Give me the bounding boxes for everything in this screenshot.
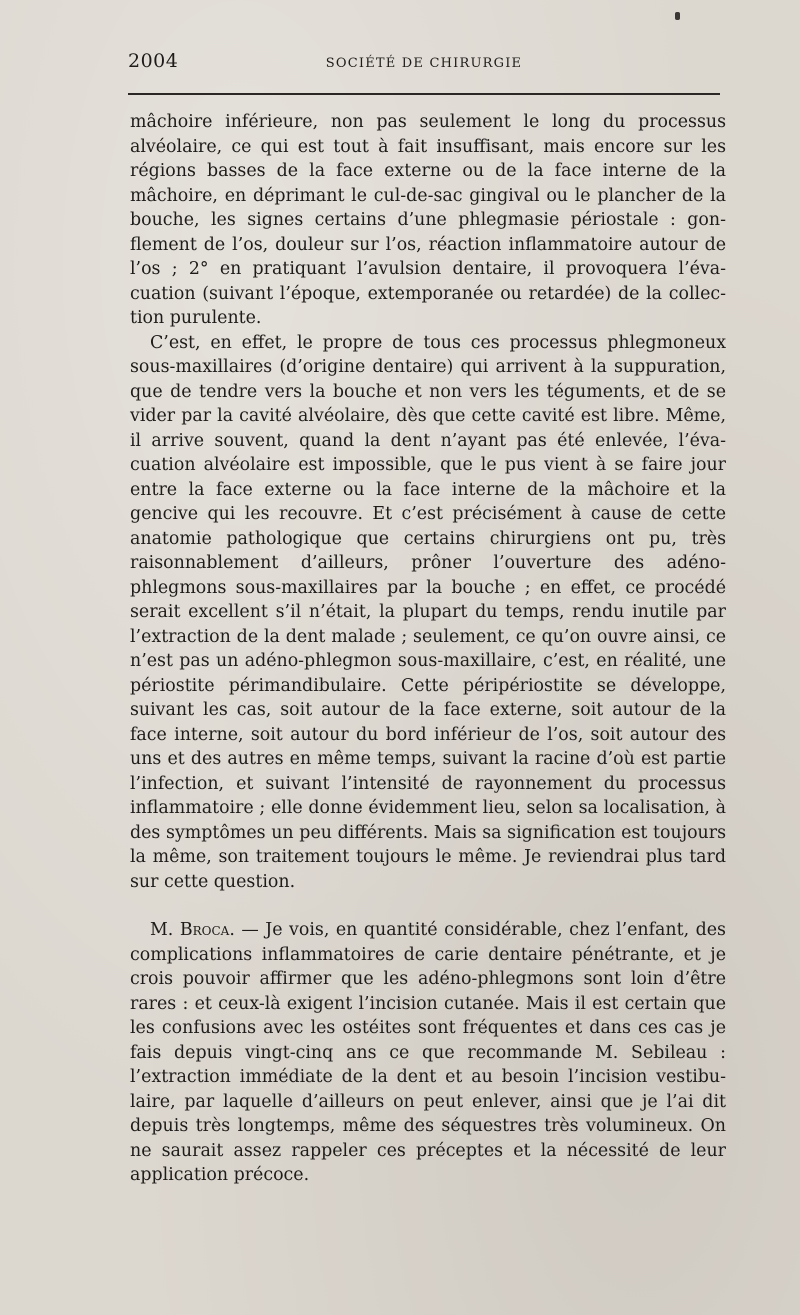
page-header — [128, 50, 720, 78]
paragraph-continuation: mâchoire inférieure, non pas seulement le long du processus alvéolaire, ce qui est tout à fait insuffisant, mais encore sur les régions basses de la face externe ou de la face interne de la mâchoire, en déprimant le cul-de-sac gingival ou le plancher de la bouche, les signes certains d’une phlegmasie périostale : gonflement de l’os, douleur sur l’os, réaction inflammatoire autour de l’os ; 2° en pratiquant l’avulsion dentaire, il provoquera l’évacuation (suivant l’époque, extemporanée ou retardée) de la collection purulente. — [130, 112, 726, 328]
header-rule — [128, 93, 720, 95]
running-title: SOCIÉTÉ DE CHIRURGIE — [325, 56, 523, 71]
speaker-name: M. Broca. — [150, 920, 235, 940]
body-text — [130, 110, 726, 1188]
paragraph-periostitis: C’est, en effet, le propre de tous ces processus phlegmoneux sous-maxillaires (d’origine dentaire) qui arrivent à la suppuration, que de tendre vers la bouche et non vers les téguments, et de se vider par la cavité alvéolaire, dès que cette cavité est libre. Même, il arrive souvent, quand la dent n’ayant pas été enlevée, l’évacuation alvéolaire est impossible, que le pus vient à se faire jour entre la face externe ou la face interne de la mâchoire et la gencive qui les recouvre. Et c’est précisément à cause de cette anatomie pathologique que certains chirurgiens ont pu, très raisonnablement d’ailleurs, prôner l’ouverture des adéno-phlegmons sous-maxillaires par la bouche ; en effet, ce procédé serait excellent s’il n’était, la plupart du temps, rendu inutile par l’extraction de la dent malade ; seulement, ce qu’on ouvre ainsi, ce n’est pas un adéno-phlegmon sous-maxillaire, c’est, en réalité, une périostite périmandibulaire. Cette péripériostite se développe, suivant les cas, soit autour de la face externe, soit autour de la face interne, soit autour du bord inférieur de l’os, soit autour des uns et des autres en même temps, suivant la racine d’où est partie l’infection, et suivant l’intensité de rayonnement du processus inflammatoire ; elle donne évidemment lieu, selon sa localisation, à des symptômes un peu différents. Mais sa signification est toujours la même, son traitement toujours le même. Je reviendrai plus tard sur cette question. — [130, 332, 726, 892]
paragraph-broca — [130, 918, 726, 1188]
print-speck — [675, 12, 680, 20]
page-number: 2004 — [128, 50, 179, 72]
speaker-remarks: — Je vois, en quantité considérable, chez l’enfant, des complications inflammatoires de carie dentaire pénétrante, et je crois pouvoir affirmer que les adéno-phlegmons sont loin d’être rares : et ceux-là exigent l’incision cutanée. Mais il est certain que les confusions avec les ostéites sont fréquentes et dans ces cas je fais depuis vingt-cinq ans ce que recommande M. Sebileau : l’extraction immédiate de la dent et au besoin l’incision vestibulaire, par laquelle d’ailleurs on peut enlever, ainsi que je l’ai dit depuis très longtemps, même des séquestres très volumineux. On ne saurait assez rappeler ces préceptes et la nécessité de leur application précoce. — [130, 920, 726, 1185]
